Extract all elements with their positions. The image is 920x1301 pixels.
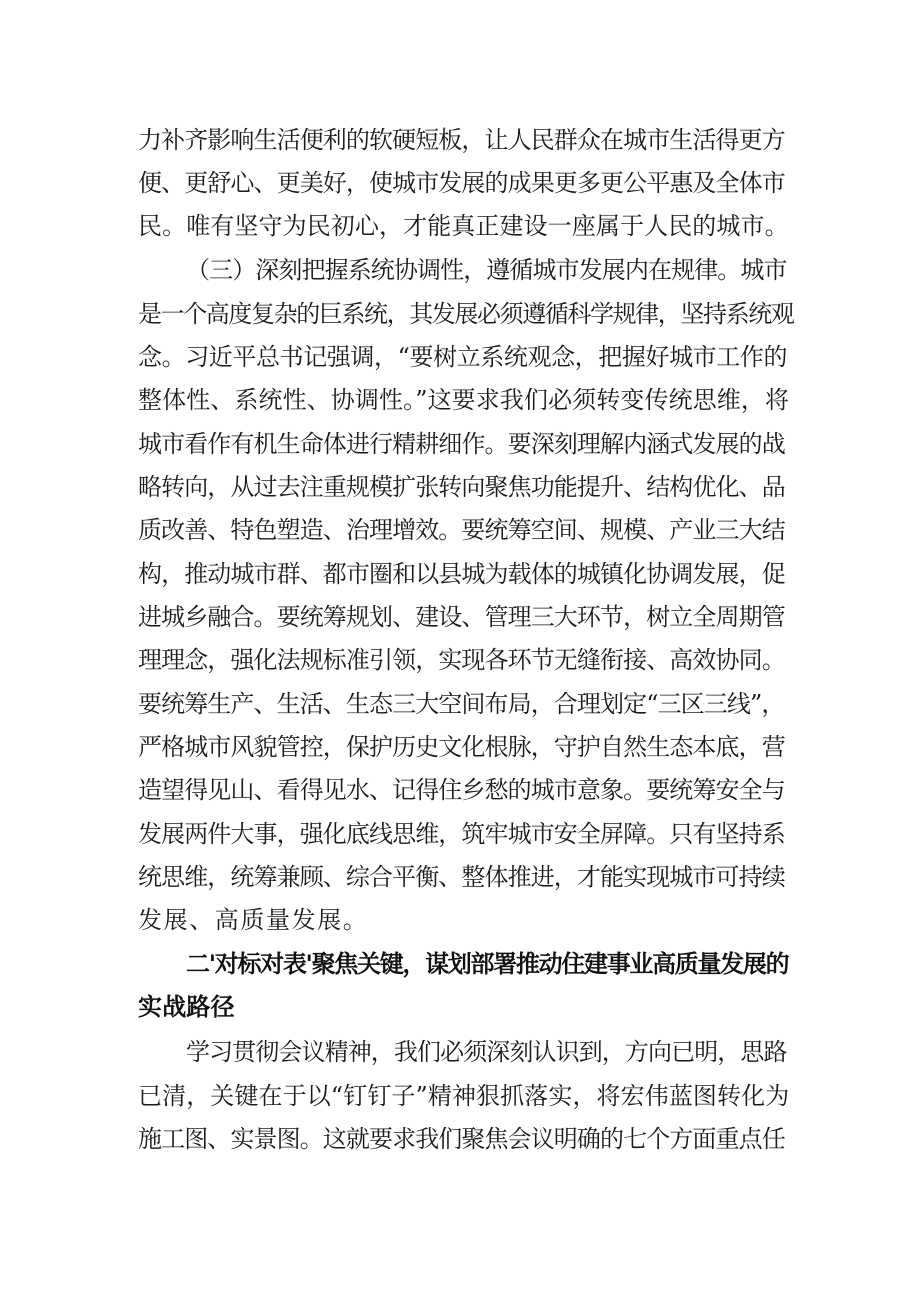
paragraph-line: 整体性、系统性、协调性。”这要求我们必须转变传统思维，将 (138, 386, 790, 414)
paragraph-line: 念。习近平总书记强调，“要树立系统观念，把握好城市工作的 (138, 343, 788, 371)
section-heading: 实战路径 (138, 993, 235, 1021)
section-heading: 二'对标对表'聚焦关键，谋划部署推动住建事业高质量发展的 (186, 950, 789, 978)
paragraph-line: 学习贯彻会议精神，我们必须深刻认识到，方向已明，思路 (186, 1038, 787, 1066)
paragraph-line: 理理念，强化法规标准引领，实现各环节无缝衔接、高效协同。 (138, 646, 785, 674)
paragraph-line: 略转向，从过去注重规模扩张转向聚焦功能提升、结构优化、品 (138, 473, 785, 501)
paragraph-line: 构，推动城市群、都市圈和以县城为载体的城镇化协调发展，促 (138, 560, 785, 588)
paragraph-line: 质改善、特色塑造、治理增效。要统筹空间、规模、产业三大结 (138, 516, 785, 544)
paragraph-line: 施工图、实景图。这就要求我们聚焦会议明确的七个方面重点任 (138, 1125, 785, 1153)
paragraph-line: 已清，关键在于以“钉钉子”精神狠抓落实，将宏伟蓝图转化为 (138, 1082, 790, 1110)
paragraph-line: 严格城市风貌管控，保护历史文化根脉，守护自然生态本底，营 (138, 733, 785, 761)
paragraph-line: 发展、高质量发展。 (138, 906, 369, 934)
paragraph-line: 民。唯有坚守为民初心，才能真正建设一座属于人民的城市。 (138, 212, 789, 240)
paragraph-line: 进城乡融合。要统筹规划、建设、管理三大环节，树立全周期管 (138, 603, 785, 631)
paragraph-line: 力补齐影响生活便利的软硬短板，让人民群众在城市生活得更方 (138, 126, 785, 154)
paragraph-line: 便、更舒心、更美好，使城市发展的成果更多更公平惠及全体市 (138, 169, 785, 197)
paragraph-line: 发展两件大事，强化底线思维，筑牢城市安全屏障。只有坚持系 (138, 820, 785, 848)
paragraph-line: 造望得见山、看得见水、记得住乡愁的城市意象。要统筹安全与 (138, 776, 785, 804)
paragraph-line: 要统筹生产、生活、生态三大空间布局，合理划定“三区三线”， (138, 690, 785, 718)
paragraph-line: 统思维，统筹兼顾、综合平衡、整体推进，才能实现城市可持续 (138, 863, 785, 891)
paragraph-line: 是一个高度复杂的巨系统，其发展必须遵循科学规律，坚持系统观 (138, 300, 794, 328)
paragraph-line: （三）深刻把握系统协调性，遵循城市发展内在规律。城市 (186, 256, 787, 284)
paragraph-line: 城市看作有机生命体进行精耕细作。要深刻理解内涵式发展的战 (138, 430, 785, 458)
